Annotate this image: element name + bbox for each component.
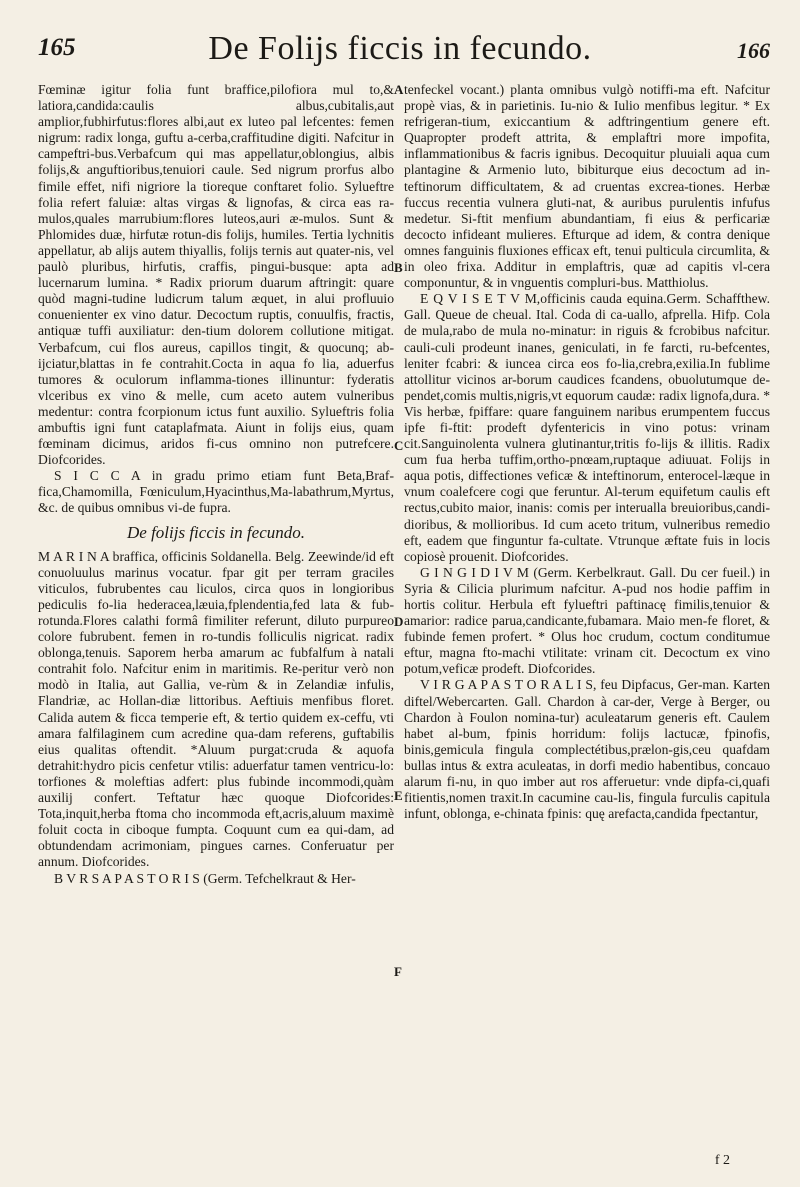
page-header xyxy=(0,30,800,72)
right-column xyxy=(404,82,770,822)
running-title: De Folijs ficcis in fecundo. xyxy=(208,30,592,67)
right-page-number: 166 xyxy=(737,38,770,63)
paragraph-verbascum: Fœminæ igitur folia funt braffice,pilofiora mul to,& latiora,candida:caulis albus,cubitalis,aut amplior,fubhirfutus:flores albi,aut ex luteo pal lefcentes: femen nigrum: radix longa, guftu a-cerba,craffitudine digiti. Nafcitur in campeftri-bus.Verbafcum qui mas appellatur,oblongius, albis folijs,& anguftioribus,tenuiori caule. Sed nigrum prorfus albo fimile effet, nifi nigriore la tioreque conftaret folio. Sylueftre folia refert faluiæ: altas virgas & lignofas, & circa eas ra-mulos,quales marrubium:flores luteos,auri æ-mulos. Sunt & Phlomides duæ, hirfutæ rotun-dis folijs, humiles. Tertia lychnitis appellatur, ab alijs autem thiyallis, folijs ternis aut quater-nis, vel paulò pluribus, hirfutis, craffis, pingui-busque: apta ad lucernarum lumina. * Radix priorum duarum aftringit: quare quòd magni-tudine ludicrum talum æquet, in alui profluuio conuenienter ex vino datur. Decoctum ruptis, conuulfis, fractis, antiquæ tuffi auxiliatur: den-tium dolorem collutione mitigat. Verbafcum, cui flos aureus, capillos tingit, & quocunq; ab-ijciatur,blattas in fe contrahit.Cocta in aqua fo lia, aduerfus tumores & oculorum inflamma-tiones illinuntur: fyderatis vlceribus ex vino & melle, cum aceto autem vulneribus medentur: contra fcorpionum ictus funt auxilio. Sylueftris folia ambuftis igni funt cataplafmata. Aiunt in folijs eius, quam fœminam dicimus, aridos fi-cus omnino non putrefcere. Diofcorides. xyxy=(38,82,394,468)
margin-letter-e: E xyxy=(394,788,403,803)
paragraph-bursa-pastoris: B V R S A P A S T O R I S (Germ. Tefchelkraut & Her- xyxy=(54,870,356,886)
margin-letter-a: A xyxy=(394,82,404,97)
paragraph-virga-pastoralis: V I R G A P A S T O R A L I S, feu Dipfacus, Ger-man. Karten diftel/Webercarten. Gall. Chardon à car-der, Verge à Berger, ou Chardon à Foulon nomina-tur) aculeatarum generis eft. Caulem habet al-bum, fpinis horridum: folijs lactucæ, fpinofis, binis,gemicula fingula complectétibus,prælon-gis,ceu quafdam bullas intus & extra aculeatas, in dorfi medio habentibus, concauo alarum fi-nu, in quo imber aut ros afferuetur: vnde dipfa-ci,quafi fitientis,nomen traxit.In cacumine cau-lis, fingula furculis capitula infunt, oblonga, e-chinata fpinis: quę arefacta,candida fpectantur, xyxy=(404,677,770,822)
paragraph-marina-brassica: M A R I N A braffica, officinis Soldanella. Belg. Zeewinde/id eft conuoluulus marinus vocatur. fpar git per terram graciles viticulos, fubrubentes cau liculos, circa quos in longioribus pediculis fo-lia hederacea,læuia,fplendentia,fed lata & fub-rotunda.Flores calathi formâ fimiliter referunt, diluto purpureo colore fubrubent. femen in ro-tundis folliculis nigricat. radix oblonga,tenuis. Saporem herba amarum ac fubfalfum à natali contrahit folo. Nafcitur enim in maritimis. Re-peritur verò non modò in Italia, aut Gallia, ve-rùm & in Zelandiæ infulis, Flandriæ, ac Hollan-diæ littoribus. Aeftiuis menfibus floret. Calida autem & ficca temperie eft, & tertio quidem ex-ceffu, vti amara falfilaginem cum acredine qua-dam referens, guftabilis eius qualitas oftendit. *Aluum purgat:cruda & aquofa detrahit:hydro picis cenfetur vtilis: aduerfatur tamen ventricu-lo: torfiones & moleftias adfert: plus fubinde incommodi,quàm auxilij confert. Teftatur hæc quoque Diofcorides: Tota,inquit,herba ftoma cho incommoda eft,acris,aluum maximè foluit cocta in ciboque fumpta. Coquunt cum ea qui-dam, ad obtundendam acrimoniam, pingues carnes. Conferuatur per annum. Diofcorides. xyxy=(38,548,394,870)
margin-letter-f: F xyxy=(394,964,402,979)
paragraph-gingidium: G I N G I D I V M (Germ. Kerbelkraut. Gall. Du cer fueil.) in Syria & Cilicia plurimum nafcitur. A-pud nos hodie paffim in hortis colitur. Herbula eft fylueftri paftinacę fimilis,tenuior & amarior: radice parua,candicante,fubamara. Maio men-fe floret, & fubinde femen profert. * Olus hoc crudum, coctum conditumue eftur, magna fto-machi vtilitate: vrinam cit. Decoctum ex vino potum,veficæ prodeft. Diofcorides. xyxy=(404,564,770,677)
margin-letter-c: C xyxy=(394,438,404,453)
paragraph-equisetum: E Q V I S E T V M,officinis cauda equina.Germ. Schaffthew. Gall. Queue de cheual. Ital. Coda di ca-uallo, afprella. Hifp. Cola de mula,rabo de mula no-minatur: in riguis & fcrobibus nafcitur. cauli-culi prodeunt inanes, geniculati, in fe farcti, ru-befcentes, leniter fcabri: & iuncea circa eos fo-lia,crebra,exilia.In fublime attollitur vicinos ar-borum caudices fcandens, obuolutumque de-pendet,comis multis,nigris,vt equorum caudæ: radix lignofa,dura. * Vis herbæ, fpiffare: quare fanguinem naribus erumpentem fuccus ipfe fi-ftit: prodeft dyfentericis in vino potus: vrinam cit.Sanguinolenta vulnera glutinantur,tritis fo-lijs & illitis. Radix cum fua herba tuffim,ortho-pnœam,ruptaque adiuuat. Folijs in aqua potis, diffectiones veficæ & inteftinorum, enterocel-læque in vnum coalefcere cogi que feruntur. Al-terum equifetum caulis eft rectus,cubito maior, inanis: comis per interualla breuioribus,candi-dioribus, & mollioribus. Id cum aceto tritum, vulneribus remedio eft, eadem que finguntur fa-cultate. Vtrunque æftate fuis in locis copiosè prouenit. Diofcorides. xyxy=(404,291,770,564)
catchword: f 2 xyxy=(714,1153,730,1168)
section-heading: De folijs ficcis in fecundo. xyxy=(127,522,305,542)
left-column xyxy=(38,82,394,887)
paragraph-sicca-primo: S I C C A in gradu primo etiam funt Beta,Braf-fica,Chamomilla, Fœniculum,Hyacinthus,Ma-labathrum,Myrtus, &c. de quibus omnibus vi-de fupra. xyxy=(38,468,394,516)
left-page-number: 165 xyxy=(38,34,76,61)
margin-letter-d: D xyxy=(394,614,404,629)
margin-letter-b: B xyxy=(394,260,403,275)
paragraph-bursa-continued: tenfeckel vocant.) planta omnibus vulgò notiffi-ma eft. Nafcitur propè vias, & in parietinis. Iu-nio & Iulio menfibus legitur. * Ex refrigeran-tium, exiccantium & adftringentium genere eft. Quapropter prodeft attrita, & emplaftri more impofita, inflammationibus & facris ignibus. Decoquitur pluuiali aqua cum plantagine & Armenio luto, bibiturque eius decoctum ad in-teftinorum difficultatem, & ad cruentas excrea-tiones. Herbæ fuccus recentia vulnera gluti-nat, & auribus purulentis infufus medetur. Si-ftit menfium abundantiam, fi eius & perficariæ decocto infideant mulieres. Efturque ad idem, & contra denique omnes fanguinis fluxiones efficax eft, tenui pulticula circumlita, & in oleo frixa. Additur in emplaftris, quæ ad capitis vl-cera componuntur, & in vnguentis compluri-bus. Matthiolus. xyxy=(404,82,770,291)
